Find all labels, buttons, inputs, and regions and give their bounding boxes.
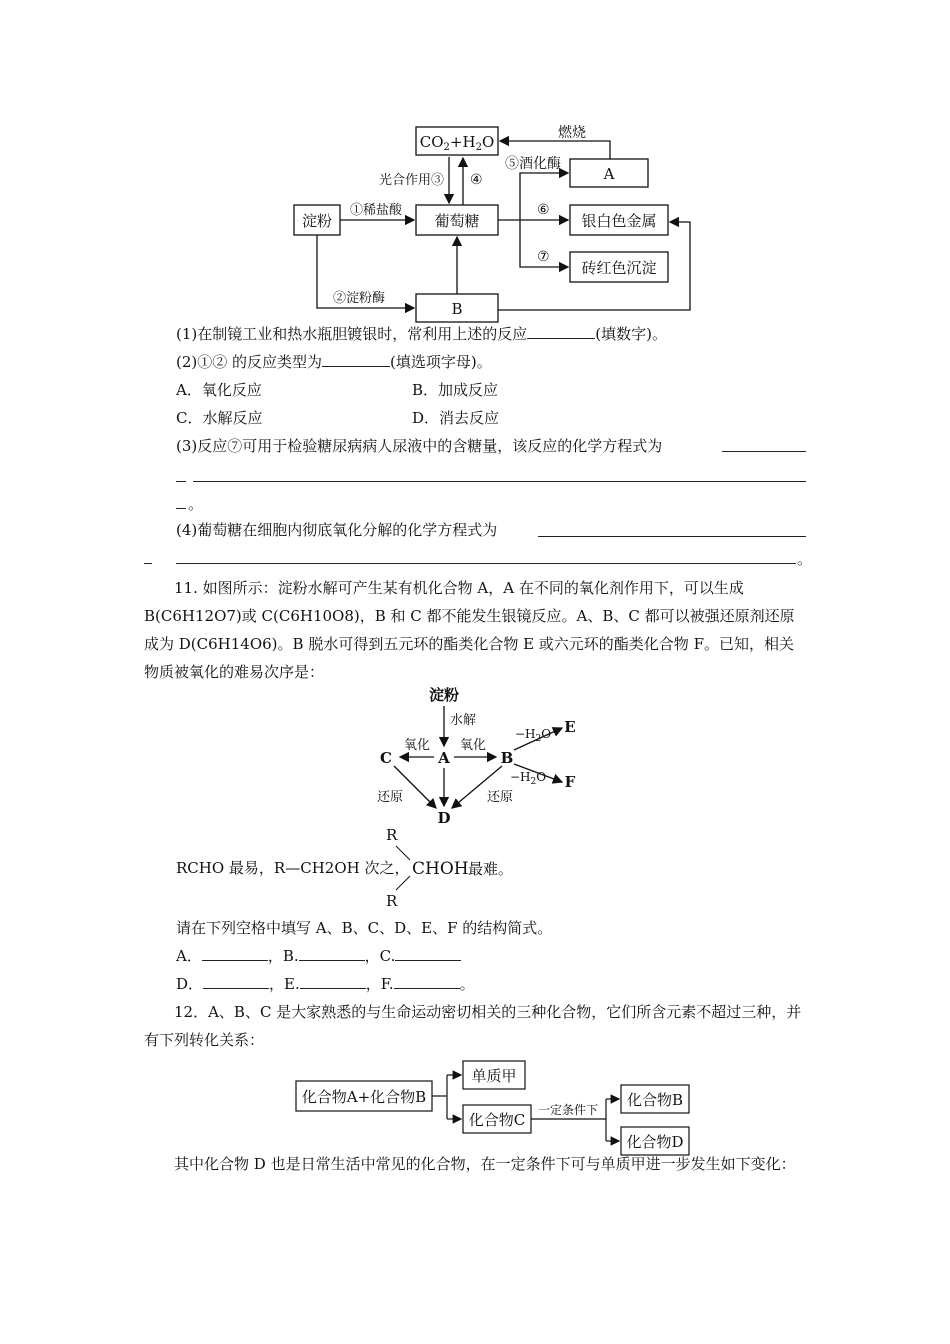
q10-part2: (2)①② 的反应类型为 (填选项字母)。 bbox=[176, 353, 492, 371]
label-r4: ④ bbox=[470, 172, 483, 188]
answer-line[interactable] bbox=[144, 563, 152, 564]
label-B: B bbox=[451, 300, 463, 318]
svg-text:R: R bbox=[386, 826, 398, 844]
answer-blank-B[interactable] bbox=[299, 946, 365, 961]
q11-text: 11. 如图所示：淀粉水解可产生某有机化合物 A，A 在不同的氧化剂作用下，可以生成 B(C6H12O7)或 C(C6H10O8)，B 和 C 都不能发生银镜反应。A、B、C 都可以被强还原剂还原成为 D(C6H14O6)。B 脱水可得到五元环的酯类化合物 E 或六元环的酯类化合物 F。已知，相关物质被氧化的难易次序是： bbox=[144, 579, 795, 681]
q10-option-d: D．消去反应 bbox=[412, 409, 500, 427]
label-co2-h2o: $CO_2+H_2O$ bbox=[419, 133, 495, 153]
svg-text:CHOH: CHOH bbox=[412, 859, 469, 879]
answer-line[interactable] bbox=[176, 481, 186, 482]
q11-order: RCHO 最易，R—CH2OH 次之， bbox=[176, 859, 410, 877]
q11-fill-intro: 请在下列空格中填写 A、B、C、D、E、F 的结构简式。 bbox=[176, 919, 553, 937]
answer-line[interactable] bbox=[176, 508, 186, 509]
answer-line[interactable] bbox=[538, 536, 806, 537]
node-A: A bbox=[438, 749, 450, 767]
label-minus-h2o-2: $-H_2O$ bbox=[510, 770, 547, 787]
label-A: A bbox=[603, 165, 615, 183]
label-silver: 银白色金属 bbox=[581, 212, 657, 230]
starch-oxidation-diagram bbox=[0, 680, 950, 830]
label-oxidation1: 氧化 bbox=[403, 738, 431, 753]
node-starch: 淀粉 bbox=[428, 686, 460, 704]
node-B: B bbox=[500, 749, 514, 767]
q10-option-a: A．氧化反应 bbox=[176, 381, 262, 399]
label-reduction2: 还原 bbox=[486, 790, 514, 805]
q10-part1: (1)在制镜工业和热水瓶胆镀银时，常利用上述的反应 (填数字)。 bbox=[176, 325, 667, 343]
svg-text:R: R bbox=[386, 892, 398, 910]
q10-part3-end: 。 bbox=[188, 495, 204, 513]
label-minus-h2o-1: $-H_2O$ bbox=[515, 727, 552, 744]
glucose-reaction-diagram bbox=[0, 0, 950, 330]
q12-text2: 其中化合物 D 也是日常生活中常见的化合物，在一定条件下可与单质甲进一步发生如下变化： bbox=[174, 1155, 796, 1173]
q11-blanks-row2: D． ，E. ，F. 。 bbox=[176, 975, 475, 993]
svg-text:最难。: 最难。 bbox=[468, 860, 514, 878]
answer-line[interactable] bbox=[193, 481, 806, 482]
label-brick: 砖红色沉淀 bbox=[581, 259, 657, 277]
answer-line[interactable] bbox=[722, 451, 806, 452]
label-r2: ②淀粉酶 bbox=[333, 291, 386, 306]
svg-text:化合物D: 化合物D bbox=[626, 1133, 684, 1151]
label-reduction1: 还原 bbox=[376, 790, 404, 805]
answer-blank-F[interactable] bbox=[394, 974, 460, 989]
label-hydrolysis: 水解 bbox=[450, 713, 477, 728]
label-glucose: 葡萄糖 bbox=[434, 212, 480, 230]
svg-text:化合物A+化合物B: 化合物A+化合物B bbox=[301, 1088, 427, 1106]
node-D: D bbox=[437, 809, 451, 827]
label-starch: 淀粉 bbox=[301, 212, 333, 230]
q10-part4-end: 。 bbox=[797, 550, 813, 568]
svg-text:化合物B: 化合物B bbox=[626, 1091, 684, 1109]
q10-option-c: C．水解反应 bbox=[176, 409, 263, 427]
answer-blank-A[interactable] bbox=[202, 946, 268, 961]
compound-reaction-diagram bbox=[0, 1056, 950, 1160]
answer-blank-C[interactable] bbox=[395, 946, 461, 961]
answer-blank-E[interactable] bbox=[300, 974, 366, 989]
svg-text:一定条件下: 一定条件下 bbox=[537, 1103, 599, 1117]
svg-text:化合物C: 化合物C bbox=[468, 1111, 526, 1129]
q10-option-b: B．加成反应 bbox=[412, 381, 499, 399]
svg-text:单质甲: 单质甲 bbox=[471, 1067, 517, 1085]
node-E: E bbox=[564, 718, 576, 736]
node-C: C bbox=[380, 749, 392, 767]
label-r7: ⑦ bbox=[537, 249, 550, 265]
label-oxidation2: 氧化 bbox=[459, 738, 487, 753]
q12-text: 12．A、B、C 是大家熟悉的与生命运动密切相关的三种化合物，它们所含元素不超过三种，并有下列转化关系： bbox=[144, 1003, 802, 1049]
node-F: F bbox=[564, 773, 576, 791]
q10-part3: (3)反应⑦可用于检验糖尿病病人尿液中的含糖量，该反应的化学方程式为 bbox=[176, 437, 663, 455]
label-photosynthesis: 光合作用③ bbox=[378, 173, 444, 188]
label-r6: ⑥ bbox=[537, 202, 550, 218]
label-burn: 燃烧 bbox=[558, 125, 586, 141]
answer-blank[interactable] bbox=[527, 324, 595, 339]
answer-blank[interactable] bbox=[322, 352, 390, 367]
q11-blanks-row1: A． ，B. ，C. bbox=[176, 946, 461, 966]
q10-part4: (4)葡萄糖在细胞内彻底氧化分解的化学方程式为 bbox=[176, 521, 498, 539]
answer-line[interactable] bbox=[176, 563, 796, 564]
answer-blank-D[interactable] bbox=[203, 974, 269, 989]
label-r5: ⑤酒化酶 bbox=[505, 156, 561, 172]
r2choh-structure bbox=[370, 822, 530, 912]
label-r1: ①稀盐酸 bbox=[349, 203, 403, 218]
